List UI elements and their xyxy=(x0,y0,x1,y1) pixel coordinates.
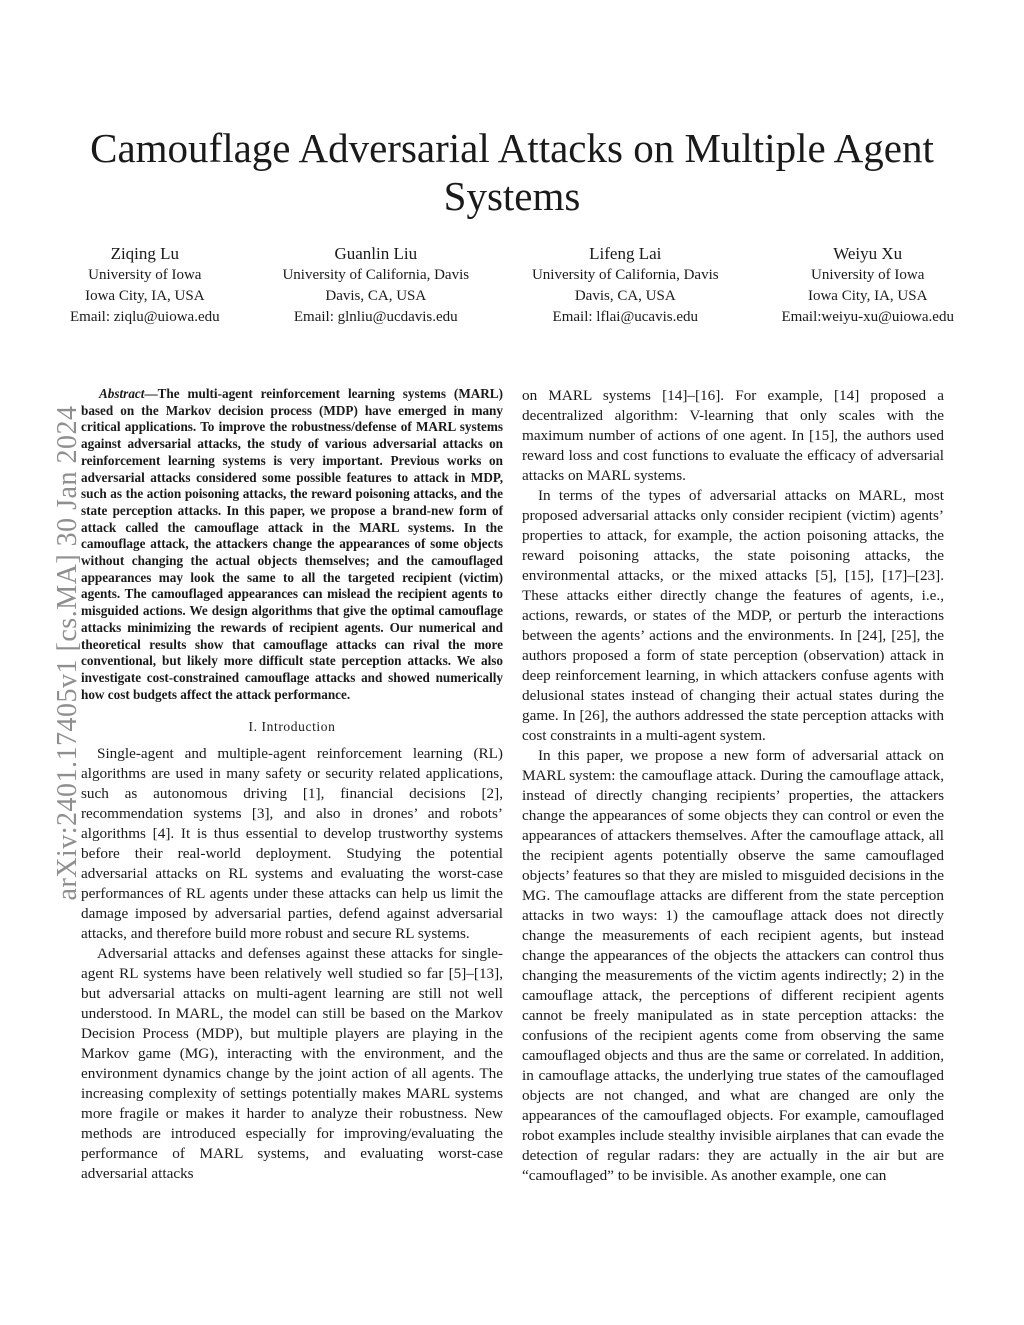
paragraph: Single-agent and multiple-agent reinforcement learning (RL) algorithms are used in many safety or security related applications, such as autonomous driving [1], financial decisions [2], recommendation systems [3], and also in drones’ and robots’ algorithms [4]. It is thus essential to develop trustworthy systems before their real-world deployment. Studying the potential adversarial attacks on RL systems and evaluating the worst-case performances of RL agents under these attacks can help us limit the damage imposed by adversarial parties, defend against adversarial attacks, and therefore build more robust and secure RL systems. xyxy=(81,745,503,943)
abstract xyxy=(81,386,503,703)
paragraph: In this paper, we propose a new form of adversarial attack on MARL system: the camouflage attack. During the camouflage attack, instead of directly changing recipients’ properties, the attackers change the appearances of some objects they can control or even the appearances of attackers themselves. After the camouflage attack, all the recipient agents potentially observe the same camouflaged objects’ features so that they are misled to misguided decisions in the MG. The camouflage attacks are different from the state perception attacks in two ways: 1) the camouflage attack does not directly change the measurements of each recipient agents, but instead change the appearances of the objects the attackers can control thus changing the measurements of the victim agents indirectly; 2) in the camouflage attack, the perceptions of different recipient agents cannot be freely manipulated as in state perception attacks: the confusions of the recipient agents come from observing the same camouflaged objects and thus are the same or correlated. In addition, in camouflage attacks, the underlying true states of the camouflaged objects are not changed, and what are changed are only the appearances of the camouflaged objects. For example, camouflaged robot examples include stealthy invisible airplanes that can evade the detection of regular radars: they are actually in the air but are “camouflaged” to be invisible. As another example, one can xyxy=(522,747,945,1184)
left-column xyxy=(81,386,503,1184)
author-location: Davis, CA, USA xyxy=(325,288,427,304)
abstract-text: —The multi-agent reinforcement learning systems (MARL) based on the Markov decision process (MDP) have emerged in many critical applications. To improve the robustness/defense of MARL systems against adversarial attacks, the study of various adversarial attacks on reinforcement learning systems is very important. Previous works on adversarial attacks considered some possible features to attack in MDP, such as the action poisoning attacks, the reward poisoning attacks, and the state perception attacks. In this paper, we propose a brand-new form of attack called the camouflage attack in the MARL systems. In the camouflage attack, the attackers change the appearances of some objects without changing the actual objects themselves; and the camouflaged appearances may look the same to all the targeted recipient (victim) agents. The camouflaged appearances can mislead the recipient agents to misguided actions. We design algorithms that give the optimal camouflage attacks minimizing the rewards of recipient agents. Our numerical and theoretical results show that camouflage attacks can rival the more conventional, but likely more difficult state perception attacks. We also investigate cost-constrained camouflage attacks and showed numerically how cost budgets affect the attack performance. xyxy=(81,386,503,702)
author-4 xyxy=(781,243,954,328)
author-name: Weiyu Xu xyxy=(833,244,903,263)
paragraph: In terms of the types of adversarial attacks on MARL, most proposed adversarial attacks only consider recipient (victim) agents’ properties to attack, for example, the action poisoning attacks, the reward poisoning attacks, the state poisoning attacks, the environmental attacks, or the mixed attacks [5], [15], [17]–[23]. These attacks either directly change the features of agents, i.e., actions, rewards, or states of the MDP, or perturb the interactions between the agents’ actions and the environments. In [24], [25], the authors proposed a form of state perception (observation) attack in deep reinforcement learning, in which attackers confuse agents with delusional states instead of changing their actual states during the game. In [26], the authors addressed the state perception attacks with cost constraints in a multi-agent system. xyxy=(522,487,944,744)
author-affiliation: University of Iowa xyxy=(88,267,202,283)
section-heading: I. Introduction xyxy=(248,719,336,735)
author-2 xyxy=(282,243,469,328)
abstract-label: Abstract xyxy=(99,386,145,401)
author-name: Ziqing Lu xyxy=(110,244,180,263)
author-email: Email: lflai@ucavis.edu xyxy=(552,309,698,325)
author-block xyxy=(70,243,954,328)
author-location: Iowa City, IA, USA xyxy=(85,288,205,304)
author-location: Davis, CA, USA xyxy=(574,288,676,304)
paragraph: Adversarial attacks and defenses against these attacks for single-agent RL systems have been relatively well studied so far [5]–[13], but adversarial attacks on multi-agent learning are still not well understood. In MARL, the model can still be based on the Markov Decision Process (MDP), but multiple players are playing in the Markov game (MG), interacting with the environment, and the environment dynamics change by the joint action of all agents. The increasing complexity of settings potentially makes MARL systems more fragile or makes it harder to analyze their robustness. New methods are introduced especially for improving/evaluating the performance of MARL systems, and evaluating worst-case adversarial attacks xyxy=(81,945,503,1183)
paper-title: Camouflage Adversarial Attacks on Multiple Agent Systems xyxy=(90,125,934,219)
author-1 xyxy=(70,243,220,328)
author-location: Iowa City, IA, USA xyxy=(807,288,928,304)
author-affiliation: University of California, Davis xyxy=(282,267,470,283)
author-name: Guanlin Liu xyxy=(334,244,418,263)
right-column xyxy=(522,386,944,1186)
paragraph: on MARL systems [14]–[16]. For example, [14] proposed a decentralized algorithm: V-learning that only scales with the maximum number of actions of one agent. In [15], the authors used reward loss and cost functions to evaluate the efficacy of adversarial attacks on MARL systems. xyxy=(522,387,944,484)
author-name: Lifeng Lai xyxy=(589,244,662,263)
author-email: Email: ziqlu@uiowa.edu xyxy=(70,309,220,325)
author-email: Email: glnliu@ucdavis.edu xyxy=(293,309,458,325)
author-email: Email:weiyu-xu@uiowa.edu xyxy=(781,309,954,325)
arxiv-identifier: arXiv:2401.17405v1 [cs.MA] 30 Jan 2024 xyxy=(52,405,83,901)
author-affiliation: University of California, Davis xyxy=(531,267,719,283)
author-3 xyxy=(532,243,719,328)
author-affiliation: University of Iowa xyxy=(811,267,925,283)
